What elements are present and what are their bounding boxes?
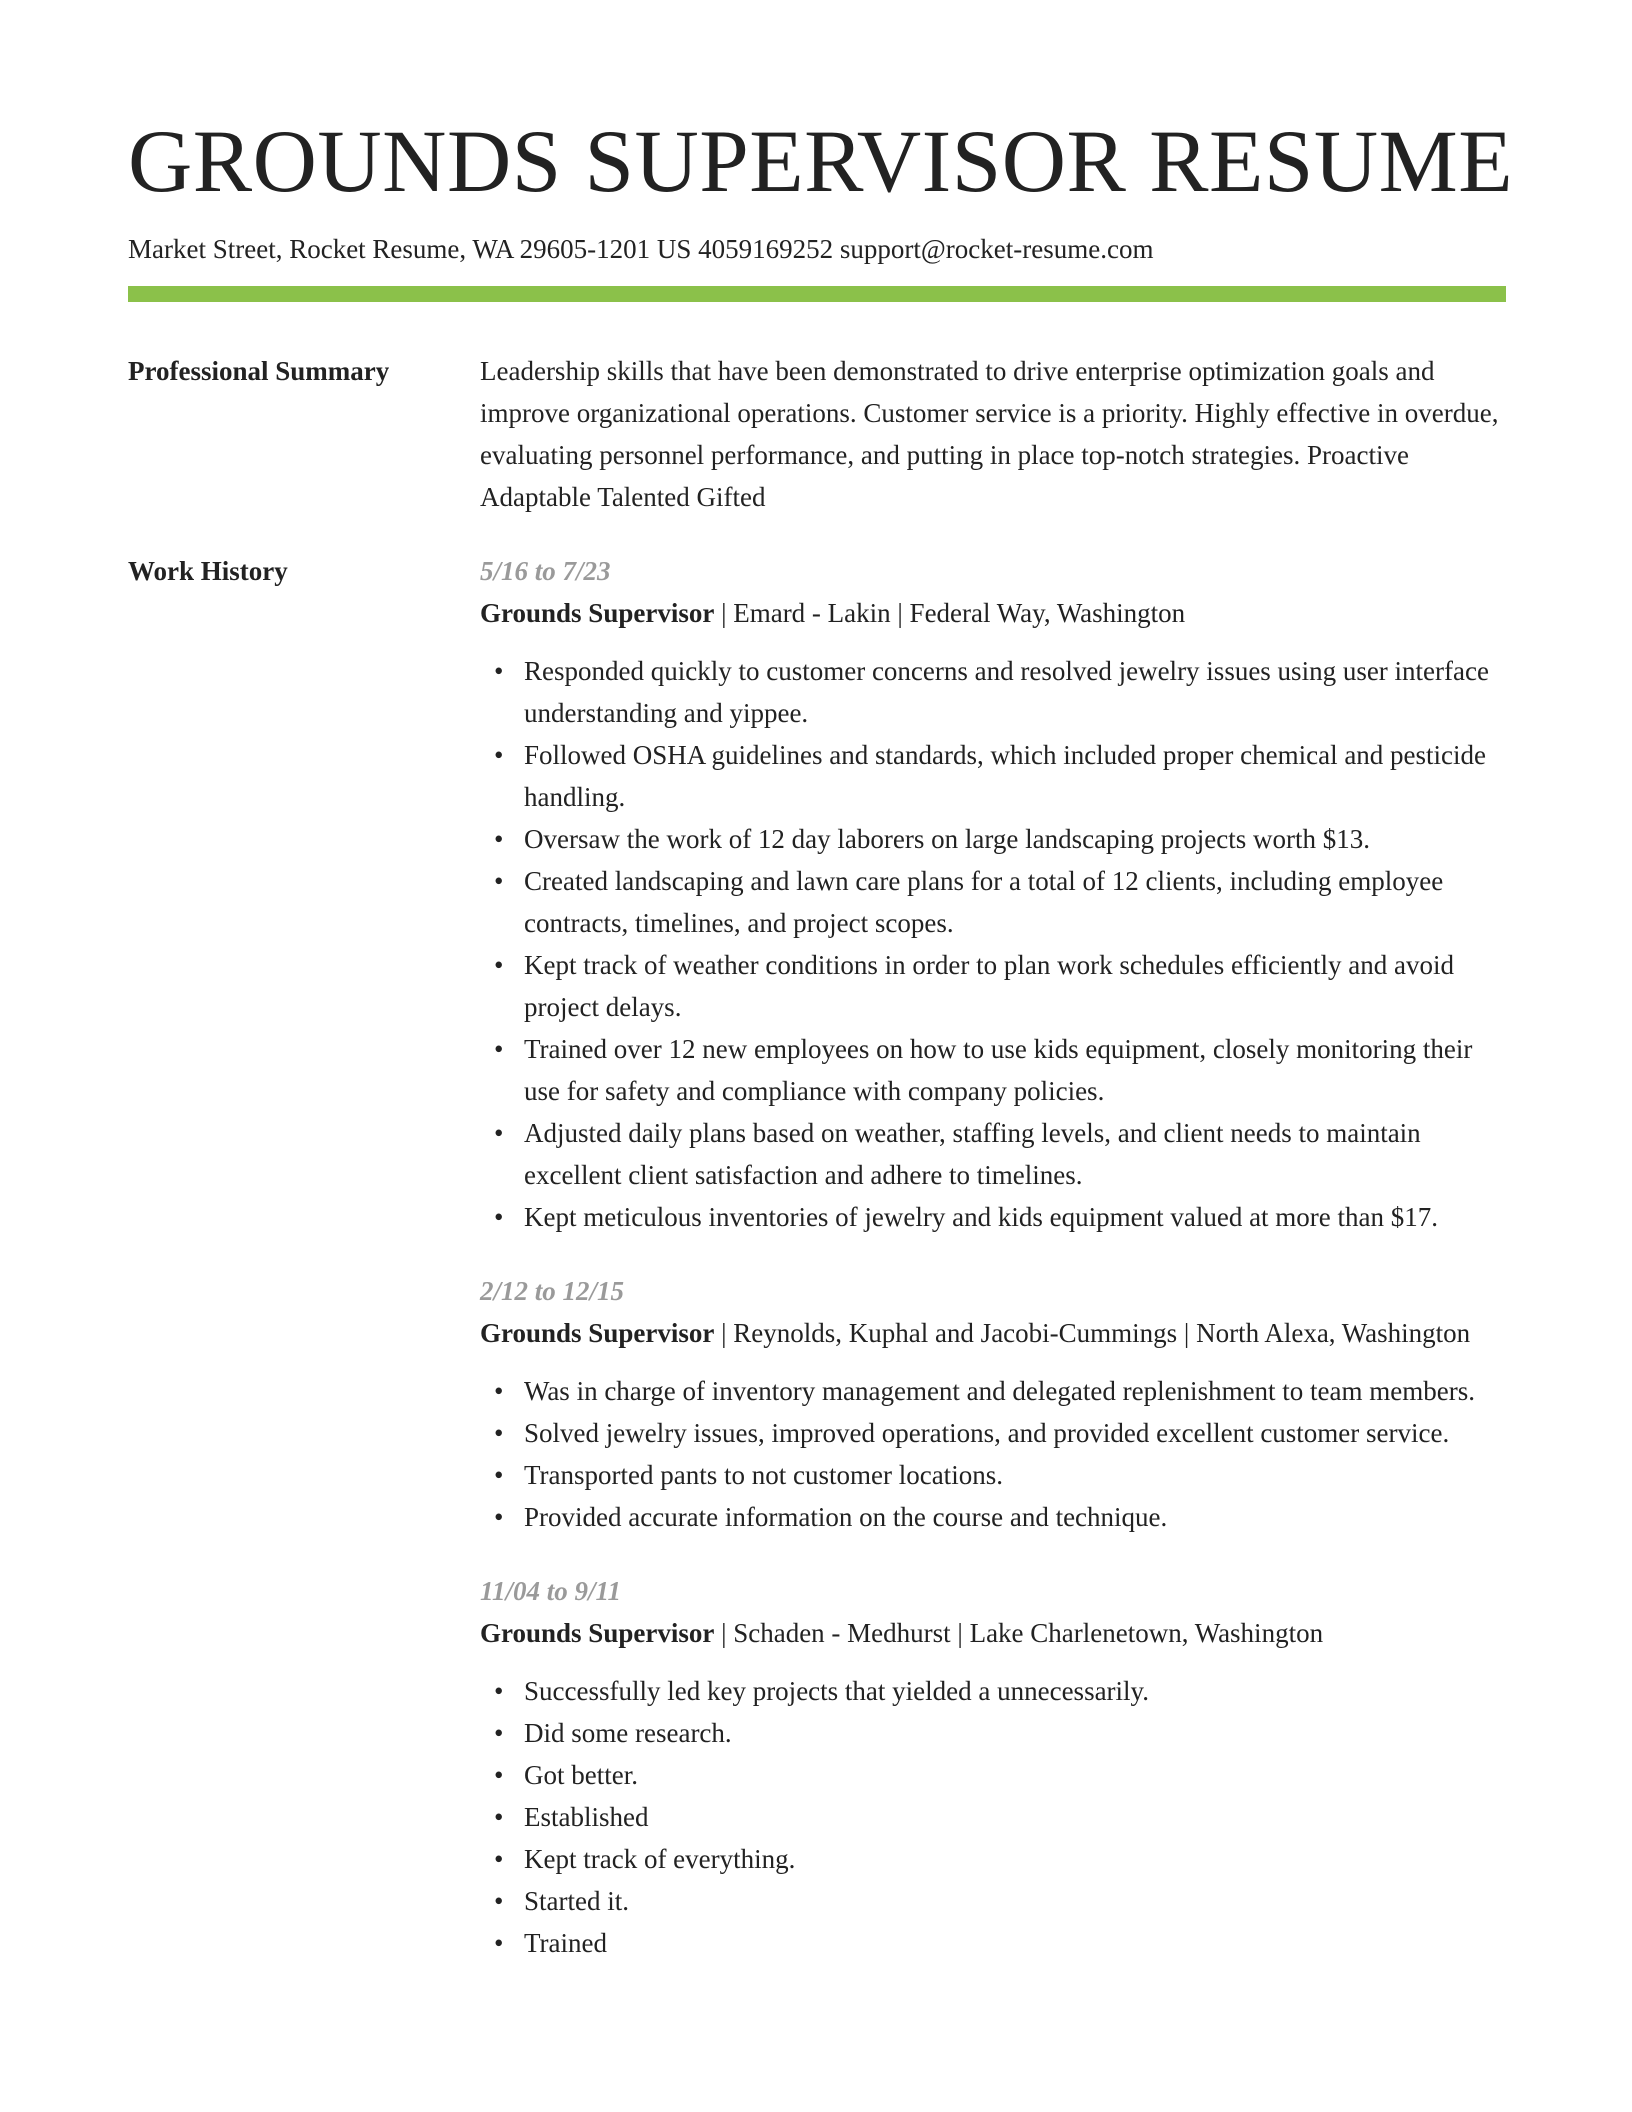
job-bullet: • Responded quickly to customer concerns and resolved jewelry issues using user interface understanding and yippee. [524, 650, 1506, 734]
job-entry [480, 1270, 1506, 1538]
job-employer-location: | Schaden - Medhurst | Lake Charlenetown, Washington [714, 1618, 1324, 1648]
resume-content [128, 350, 1506, 1964]
job-bullet: • Kept track of everything. [524, 1838, 1506, 1880]
job-dates: 5/16 to 7/23 [480, 556, 611, 586]
work-history-list [480, 550, 1506, 1964]
job-bullet: • Got better. [524, 1754, 1506, 1796]
job-bullet: • Was in charge of inventory management and delegated replenishment to team members. [524, 1370, 1506, 1412]
job-employer-location: | Reynolds, Kuphal and Jacobi-Cummings | North Alexa, Washington [714, 1318, 1471, 1348]
section-label-work-history: Work History [128, 556, 288, 586]
job-bullet: • Created landscaping and lawn care plans for a total of 12 clients, including employee contracts, timelines, and project scopes. [524, 860, 1506, 944]
job-bullets [480, 1670, 1506, 1964]
job-title-line [480, 1612, 1506, 1654]
job-bullet: • Provided accurate information on the course and technique. [524, 1496, 1506, 1538]
accent-divider [128, 286, 1506, 302]
job-role: Grounds Supervisor [480, 1318, 715, 1348]
job-dates: 11/04 to 9/11 [480, 1576, 622, 1606]
job-dates: 2/12 to 12/15 [480, 1276, 625, 1306]
job-bullet: • Transported pants to not customer locations. [524, 1454, 1506, 1496]
job-employer-location: | Emard - Lakin | Federal Way, Washington [714, 598, 1186, 628]
job-role: Grounds Supervisor [480, 1618, 715, 1648]
summary-text: Leadership skills that have been demonstrated to drive enterprise optimization goals and improve organizational operations. Customer service is a priority. Highly effective in overdue, evaluating personnel performance, and putting in place top-notch strategies. Proactive Adaptable Talented Gifted [480, 356, 1499, 512]
job-title-line [480, 1312, 1506, 1354]
contact-line: Market Street, Rocket Resume, WA 29605-1201 US 4059169252 support@rocket-resume.com [128, 234, 1154, 264]
job-role: Grounds Supervisor [480, 598, 715, 628]
job-bullet: • Successfully led key projects that yielded a unnecessarily. [524, 1670, 1506, 1712]
professional-summary-section [128, 350, 1506, 518]
job-bullet: • Trained over 12 new employees on how to use kids equipment, closely monitoring their use for safety and compliance with company policies. [524, 1028, 1506, 1112]
section-label-summary: Professional Summary [128, 356, 390, 386]
job-bullets [480, 650, 1506, 1238]
job-bullet: • Trained [524, 1922, 1506, 1964]
job-bullet: • Did some research. [524, 1712, 1506, 1754]
job-bullet: • Kept meticulous inventories of jewelry and kids equipment valued at more than $17. [524, 1196, 1506, 1238]
job-entry [480, 1570, 1506, 1964]
job-bullet: • Kept track of weather conditions in order to plan work schedules efficiently and avoid project delays. [524, 944, 1506, 1028]
work-history-section [128, 550, 1506, 1964]
job-bullet: • Oversaw the work of 12 day laborers on large landscaping projects worth $13. [524, 818, 1506, 860]
job-bullet: • Solved jewelry issues, improved operations, and provided excellent customer service. [524, 1412, 1506, 1454]
job-bullets [480, 1370, 1506, 1538]
resume-title: GROUNDS SUPERVISOR RESUME [128, 113, 1514, 211]
job-title-line [480, 592, 1506, 634]
job-bullet: • Established [524, 1796, 1506, 1838]
job-bullet: • Adjusted daily plans based on weather, staffing levels, and client needs to maintain excellent client satisfaction and adhere to timelines. [524, 1112, 1506, 1196]
job-entry [480, 550, 1506, 1238]
job-bullet: • Followed OSHA guidelines and standards, which included proper chemical and pesticide handling. [524, 734, 1506, 818]
job-bullet: • Started it. [524, 1880, 1506, 1922]
